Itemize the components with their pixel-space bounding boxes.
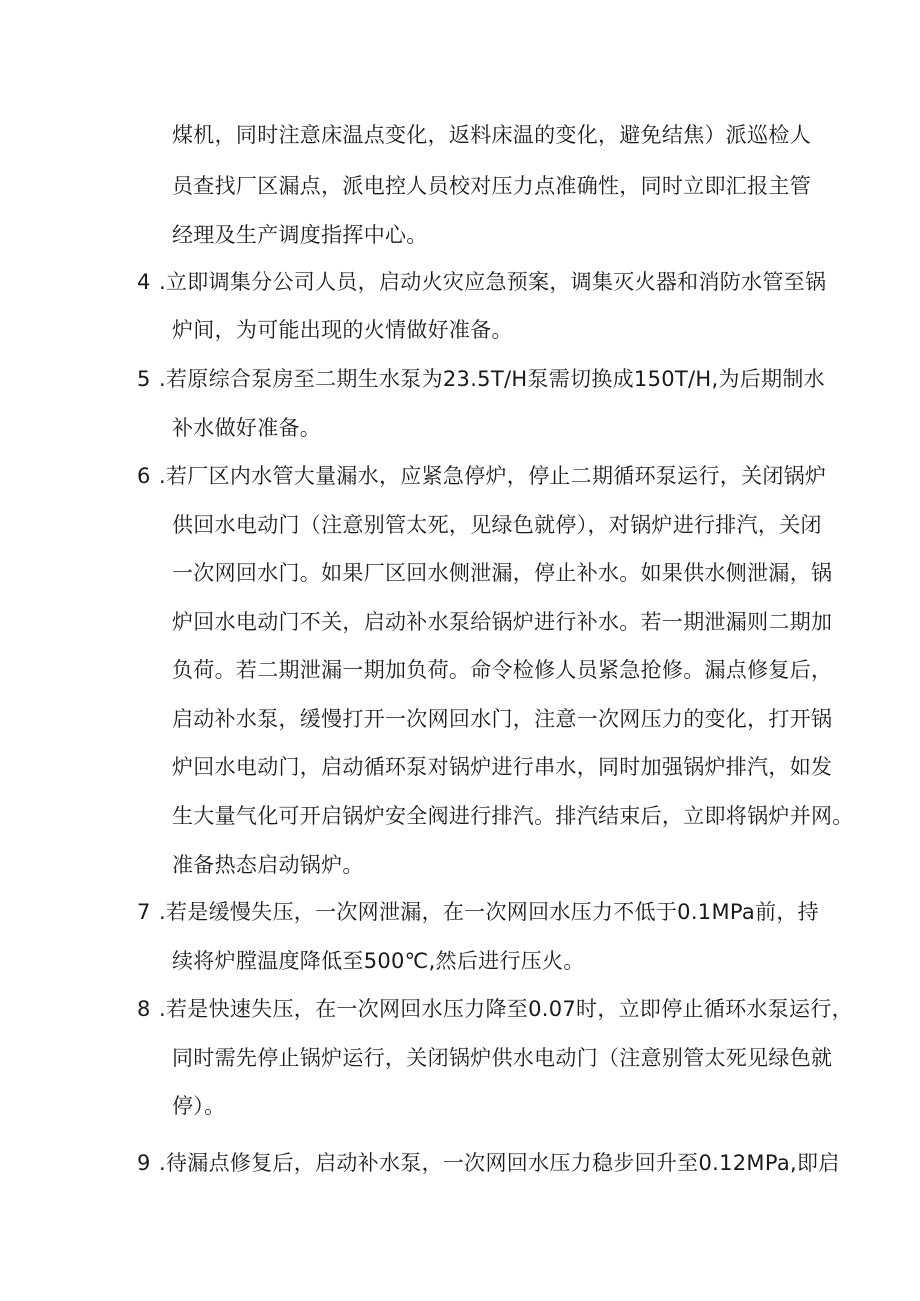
paragraph-line: 炉间，为可能出现的火情做好准备。 bbox=[172, 318, 513, 342]
paragraph-line: 生大量气化可开启锅炉安全阀进行排汽。排汽结束后，立即将锅炉并网。 bbox=[172, 804, 854, 828]
paragraph-line: 一次网回水门。如果厂区回水侧泄漏，停止补水。如果供水侧泄漏，锅 bbox=[172, 561, 833, 585]
item-number: 8 bbox=[137, 997, 151, 1021]
item-number: 5 bbox=[137, 367, 151, 391]
paragraph-line: .立即调集分公司人员，启动火灾应急预案，调集灭火器和消防水管至锅 bbox=[159, 270, 827, 294]
paragraph-line: 补水做好准备。 bbox=[172, 416, 322, 440]
paragraph-line: 炉回水电动门，启动循环泵对锅炉进行串水，同时加强锅炉排汽，如发 bbox=[172, 755, 833, 779]
paragraph-line: 煤机，同时注意床温点变化，返料床温的变化，避免结焦）派巡检人 bbox=[172, 123, 811, 147]
item-number: 9 bbox=[137, 1151, 151, 1175]
paragraph-line: 炉回水电动门不关，启动补水泵给锅炉进行补水。若一期泄漏则二期加 bbox=[172, 610, 833, 634]
paragraph-line: .待漏点修复后，启动补水泵，一次网回水压力稳步回升至0.12MPa,即启 bbox=[159, 1151, 840, 1175]
paragraph-line: 员查找厂区漏点，派电控人员校对压力点准确性，同时立即汇报主管 bbox=[172, 174, 811, 198]
paragraph-line: 经理及生产调度指挥中心。 bbox=[172, 223, 428, 247]
paragraph-line: 供回水电动门（注意别管太死，见绿色就停），对锅炉进行排汽，关闭 bbox=[172, 513, 822, 537]
item-number: 7 bbox=[137, 900, 151, 924]
item-number: 4 bbox=[137, 270, 151, 294]
paragraph-line: .若厂区内水管大量漏水，应紧急停炉，停止二期循环泵运行，关闭锅炉 bbox=[159, 464, 827, 488]
paragraph-line: 准备热态启动锅炉。 bbox=[172, 853, 364, 877]
paragraph-line: 续将炉膛温度降低至500℃,然后进行压火。 bbox=[172, 949, 585, 973]
paragraph-line: .若是缓慢失压，一次网泄漏，在一次网回水压力不低于0.1MPa前，持 bbox=[159, 900, 819, 924]
paragraph-line: .若原综合泵房至二期生水泵为23.5T/H泵需切换成150T/H,为后期制水 bbox=[159, 367, 825, 391]
paragraph-line: 停）。 bbox=[172, 1094, 226, 1118]
item-number: 6 bbox=[137, 464, 151, 488]
paragraph-line: .若是快速失压，在一次网回水压力降至0.07时，立即停止循环水泵运行， bbox=[159, 997, 853, 1021]
paragraph-line: 启动补水泵，缓慢打开一次网回水门，注意一次网压力的变化，打开锅 bbox=[172, 707, 833, 731]
paragraph-line: 负荷。若二期泄漏一期加负荷。命令检修人员紧急抢修。漏点修复后， bbox=[172, 658, 833, 682]
paragraph-line: 同时需先停止锅炉运行，关闭锅炉供水电动门（注意别管太死见绿色就 bbox=[172, 1046, 833, 1070]
